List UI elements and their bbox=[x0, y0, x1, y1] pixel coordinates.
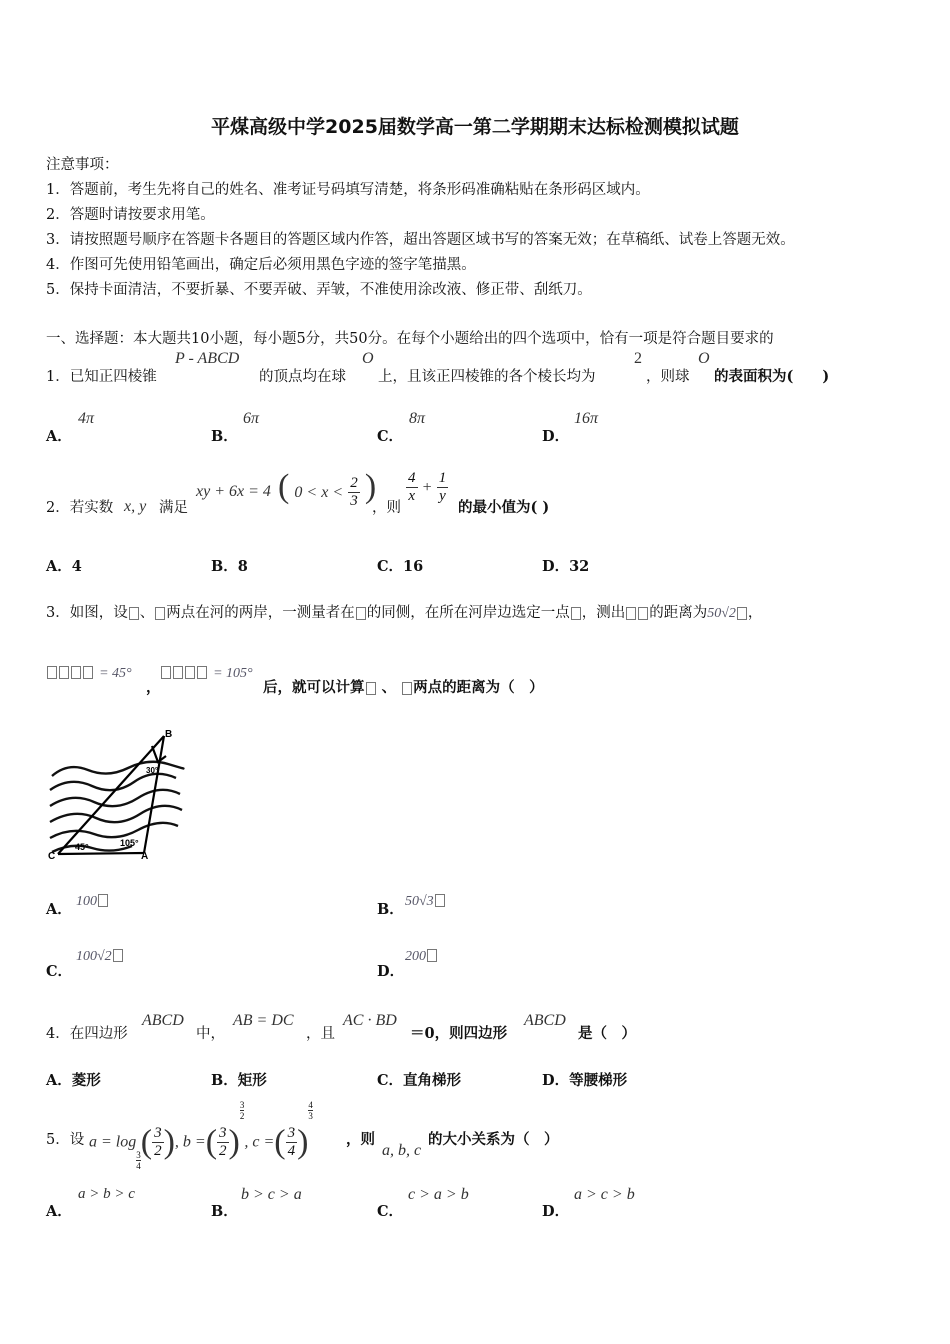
placeholder-box-icon bbox=[173, 666, 183, 679]
placeholder-box-icon bbox=[161, 666, 171, 679]
q4-option-d[interactable]: D．等腰梯形 bbox=[542, 1072, 628, 1089]
q2-math-expression: $\frac{4}{x}$ + $\frac{1}{y}$ bbox=[408, 470, 447, 504]
placeholder-box-icon bbox=[435, 894, 445, 907]
placeholder-box-icon bbox=[98, 894, 108, 907]
q3-option-c-value: 100√2 bbox=[76, 945, 124, 965]
q4-text: ＝0，则四边形 bbox=[410, 1025, 508, 1042]
q1-option-c-value: 8π bbox=[409, 410, 426, 427]
q2-num: 2． bbox=[46, 500, 70, 516]
q5-exponent: $\frac{3}{2}$ bbox=[239, 1100, 245, 1121]
q3-option-b[interactable]: B． bbox=[377, 901, 404, 918]
placeholder-box-icon bbox=[197, 666, 207, 679]
q5-option-b-value: b > c > a bbox=[241, 1186, 302, 1203]
notice-item-5: 5．保持卡面清洁，不要折暴、不要弄破、弄皱，不准使用涂改液、修正带、刮纸刀。 bbox=[46, 282, 592, 298]
q2-range-text: 0 < x < bbox=[294, 484, 344, 501]
q5-option-a[interactable]: A． bbox=[46, 1203, 72, 1220]
q2-option-c[interactable]: C．16 bbox=[377, 558, 424, 575]
q4-math-quad: ABCD bbox=[524, 1012, 566, 1029]
q1-num: 1． bbox=[46, 369, 70, 385]
q1-option-b-value: 6π bbox=[243, 410, 260, 427]
q2-text: 若实数 bbox=[69, 500, 114, 516]
q4-math-vector-eq: AB = DC bbox=[233, 1012, 294, 1029]
figure-label-a: A bbox=[141, 851, 149, 862]
placeholder-box-icon bbox=[356, 607, 366, 620]
placeholder-box-icon bbox=[59, 666, 69, 679]
q4-stem: 4．在四边形 bbox=[46, 1026, 128, 1042]
q2-fraction: $\frac{1}{y}$ bbox=[438, 470, 447, 504]
q2-text: ，则 bbox=[372, 500, 401, 516]
q1-option-d-value: 16π bbox=[574, 410, 599, 427]
figure-angle-c: 45° bbox=[75, 842, 89, 852]
q3-angle-2: = 105° bbox=[160, 662, 253, 682]
q4-text: 是（ ） bbox=[578, 1025, 636, 1042]
q3-option-a[interactable]: A． bbox=[46, 901, 72, 918]
q2-option-d[interactable]: D．32 bbox=[542, 558, 590, 575]
q5-option-a-value: a > b > c bbox=[78, 1186, 135, 1202]
q3-option-c[interactable]: C． bbox=[46, 963, 73, 980]
placeholder-box-icon bbox=[71, 666, 81, 679]
q5-math-vars: a, b, c bbox=[382, 1142, 422, 1159]
q1-text: ，则球 bbox=[646, 369, 690, 385]
placeholder-box-icon bbox=[402, 682, 412, 695]
placeholder-box-icon bbox=[638, 607, 648, 620]
q1-text: 上，且该正四棱锥的各个棱长均为 bbox=[378, 369, 596, 385]
q2-math-vars: x, y bbox=[124, 498, 147, 515]
q2-fraction: $\frac{4}{x}$ bbox=[408, 470, 416, 504]
q5-option-c[interactable]: C． bbox=[377, 1203, 404, 1220]
placeholder-box-icon bbox=[47, 666, 57, 679]
q4-math-quad: ABCD bbox=[142, 1012, 184, 1029]
q3-stem: 3．如图，设 、 两点在河的两岸，一测量者在 的同侧，在所在河岸边选定一点 ，测出 的距离为50√2 ， bbox=[46, 605, 763, 621]
q1-option-b[interactable]: B． bbox=[211, 428, 238, 445]
placeholder-box-icon bbox=[185, 666, 195, 679]
q5-fraction: $\frac{3}{2}$ bbox=[154, 1125, 162, 1159]
q3-option-d[interactable]: D． bbox=[377, 963, 405, 980]
q2-option-a[interactable]: A．4 bbox=[46, 558, 82, 575]
q5-math-definitions: a = log $\frac{3}{4}$ ( $\frac{3}{2}$ ), b =( $\frac{3}{2}$ ) $\frac{3}{2}$ , c =( $\frac{3}{4}$ ) $\frac{4}{3}$ bbox=[89, 1100, 313, 1171]
q5-log-base: $\frac{3}{4}$ bbox=[136, 1150, 141, 1171]
q3-num: 3． bbox=[46, 605, 70, 621]
notice-item-2: 2．答题时请按要求用笔。 bbox=[46, 207, 215, 223]
figure-label-c: C bbox=[48, 851, 56, 862]
q1-math-sphere: O bbox=[698, 350, 710, 367]
q3-text: 后，就可以计算 、 两点的距离为（ ） bbox=[263, 679, 544, 696]
q1-text: 已知正四棱锥 bbox=[69, 369, 157, 385]
q3-separator: ， bbox=[146, 679, 161, 696]
q5-text: 的大小关系为（ ） bbox=[428, 1131, 559, 1148]
placeholder-box-icon bbox=[155, 607, 165, 620]
figure-angle-b: 30° bbox=[146, 766, 159, 775]
q3-option-d-value: 200 bbox=[405, 945, 438, 965]
q2-math-equation: xy + 6x = 4 bbox=[196, 483, 271, 500]
placeholder-box-icon bbox=[83, 666, 93, 679]
placeholder-box-icon bbox=[626, 607, 636, 620]
figure-label-b: B bbox=[165, 729, 173, 740]
q5-fraction: $\frac{3}{2}$ bbox=[219, 1125, 227, 1159]
q3-option-b-value: 50√3 bbox=[405, 890, 446, 910]
placeholder-box-icon bbox=[737, 607, 747, 620]
q4-option-b[interactable]: B．矩形 bbox=[211, 1072, 267, 1089]
q3-option-a-value: 100 bbox=[76, 890, 109, 910]
page-title: 平煤高级中学2025届数学高一第二学期期末达标检测模拟试题 bbox=[211, 116, 739, 138]
q1-option-a-value: 4π bbox=[78, 410, 95, 427]
q2-option-b[interactable]: B．8 bbox=[211, 558, 248, 575]
q4-option-c[interactable]: C．直角梯形 bbox=[377, 1072, 462, 1089]
q4-math-dot: AC · BD bbox=[343, 1012, 397, 1029]
q5-option-c-value: c > a > b bbox=[408, 1186, 469, 1203]
q5-option-d[interactable]: D． bbox=[542, 1203, 570, 1220]
q5-exponent: $\frac{4}{3}$ bbox=[308, 1100, 313, 1121]
q5-option-d-value: a > c > b bbox=[574, 1186, 635, 1203]
q4-option-a[interactable]: A．菱形 bbox=[46, 1072, 101, 1089]
q2-text: 满足 bbox=[159, 500, 188, 516]
q1-math-pyramid: P - ABCD bbox=[175, 350, 240, 367]
placeholder-box-icon bbox=[129, 607, 139, 620]
q5-num: 5． bbox=[46, 1132, 70, 1148]
q2-paren-left: ( bbox=[278, 468, 290, 505]
q2-text: 的最小值为( ) bbox=[458, 499, 550, 516]
section-heading: 一、选择题：本大题共10小题，每小题5分，共50分。在每个小题给出的四个选项中，恰有一项是符合题目要求的 bbox=[46, 331, 774, 347]
figure-angle-a: 105° bbox=[120, 838, 139, 848]
q1-option-a[interactable]: A． bbox=[46, 428, 72, 445]
placeholder-box-icon bbox=[571, 607, 581, 620]
q1-math-length: 2 bbox=[634, 350, 642, 367]
q5-text: ，则 bbox=[346, 1131, 375, 1148]
notice-item-3: 3．请按照题号顺序在答题卡各题目的答题区域内作答，超出答题区域书写的答案无效；在草稿纸、试卷上答题无效。 bbox=[46, 232, 795, 248]
notice-heading: 注意事项： bbox=[46, 157, 119, 173]
notice-item-4: 4．作图可先使用铅笔画出，确定后必须用黑色字迹的签字笔描黑。 bbox=[46, 257, 476, 273]
q5-fraction: $\frac{3}{4}$ bbox=[287, 1125, 296, 1159]
q1-option-d[interactable]: D． bbox=[542, 428, 570, 445]
q2-fraction: $\frac{2}{3}$ bbox=[350, 475, 358, 509]
q1-math-sphere: O bbox=[362, 350, 374, 367]
q1-text: 的表面积为( ) bbox=[714, 368, 830, 385]
placeholder-box-icon bbox=[427, 949, 437, 962]
river-figure bbox=[48, 726, 186, 864]
q1-stem bbox=[46, 365, 157, 386]
q5-stem: 5．设 bbox=[46, 1132, 85, 1148]
notice-item-1: 1．答题前，考生先将自己的姓名、准考证号码填写清楚，将条形码准确粘贴在条形码区域内。 bbox=[46, 182, 650, 198]
q3-distance: 50√2 bbox=[707, 606, 736, 621]
q2-math-range bbox=[278, 468, 376, 510]
q1-option-c[interactable]: C． bbox=[377, 428, 404, 445]
q5-option-b[interactable]: B． bbox=[211, 1203, 238, 1220]
q4-num: 4． bbox=[46, 1026, 70, 1042]
placeholder-box-icon bbox=[113, 949, 123, 962]
q2-stem bbox=[46, 496, 113, 517]
q4-text: ，且 bbox=[306, 1026, 335, 1042]
q4-text: 中， bbox=[196, 1026, 225, 1042]
q2-paren-right: ) bbox=[364, 468, 377, 505]
q3-angle-1: = 45° bbox=[46, 662, 132, 682]
placeholder-box-icon bbox=[366, 682, 376, 695]
q1-text: 的顶点均在球 bbox=[259, 369, 346, 385]
